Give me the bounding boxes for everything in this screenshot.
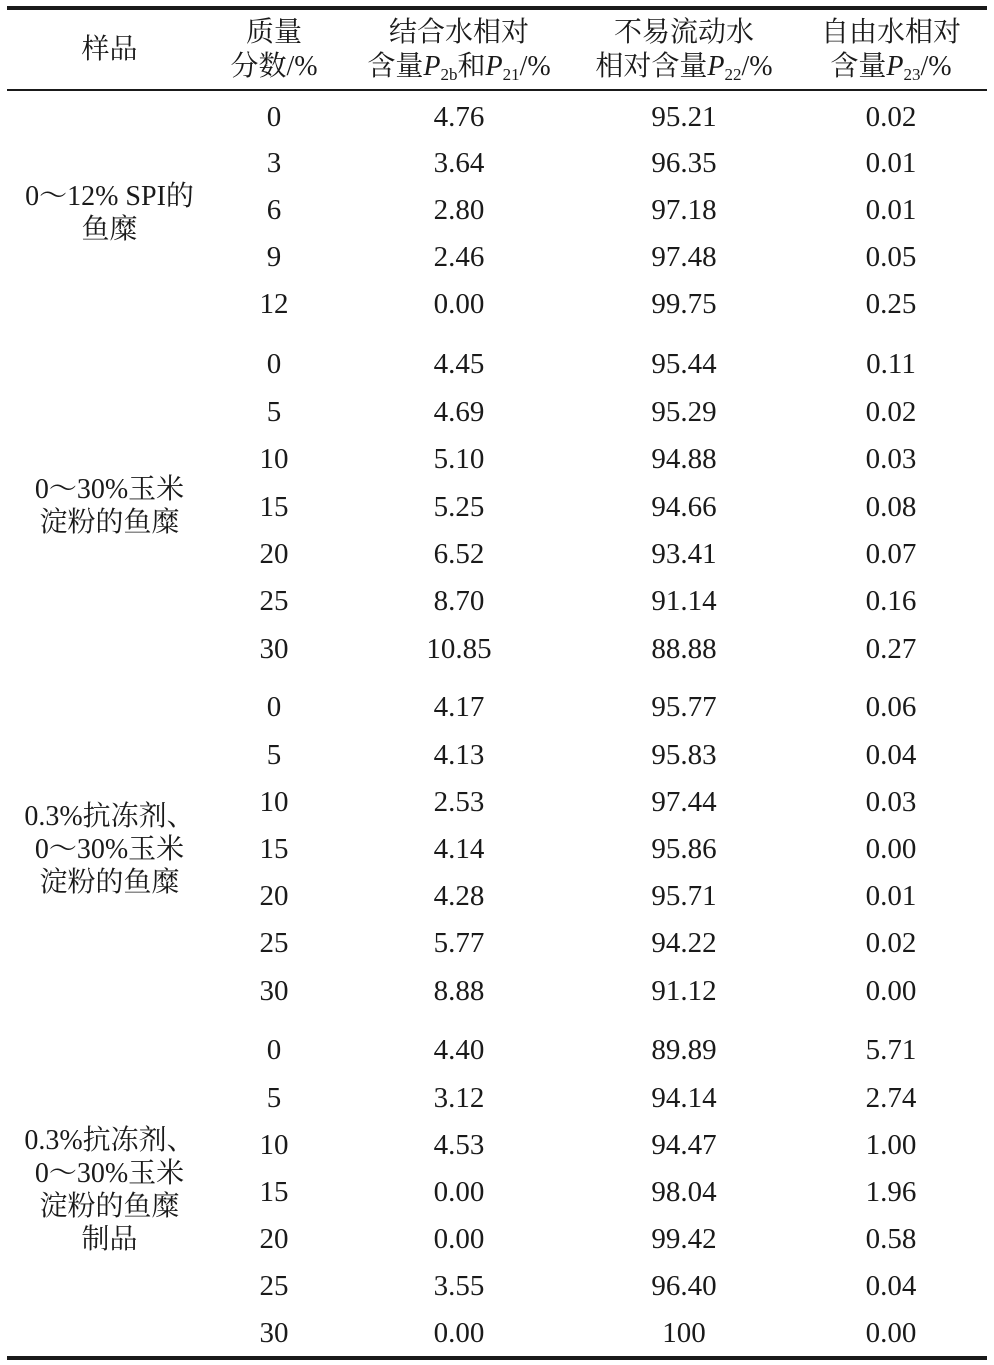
p22-value: 100 <box>662 1317 706 1349</box>
header-p22-sub: 22 <box>724 65 742 84</box>
p2b-p21-value: 2.80 <box>433 194 485 226</box>
p2b-p21-value: 8.70 <box>433 585 485 617</box>
p23-value: 0.01 <box>865 147 917 179</box>
p23-value: 1.96 <box>865 1176 917 1208</box>
mass-fraction: 25 <box>259 927 289 959</box>
mass-fraction: 3 <box>266 147 282 179</box>
group-label-line: 淀粉的鱼糜 <box>39 507 180 538</box>
p22-value: 89.89 <box>651 1034 717 1066</box>
p23-value: 0.04 <box>865 739 917 771</box>
p22-value: 99.75 <box>651 288 717 320</box>
group-label-line: 0.3%抗冻剂、 <box>24 1125 195 1156</box>
header-p2b-sub: 2b <box>440 65 458 84</box>
group-label-line: 0～30%玉米 <box>34 834 185 865</box>
p23-value: 0.27 <box>865 633 917 665</box>
group-label-line: 鱼糜 <box>81 213 138 245</box>
p22-value: 93.41 <box>651 538 717 570</box>
header-p2b-p21-line2 <box>367 50 550 84</box>
p2b-p21-value: 4.13 <box>433 739 485 771</box>
p22-value: 95.44 <box>651 348 717 380</box>
header-p2b-var: P <box>423 51 441 82</box>
p2b-p21-value: 4.76 <box>433 101 485 133</box>
mass-fraction: 10 <box>259 443 289 475</box>
mass-fraction: 30 <box>259 975 289 1007</box>
group-label <box>7 684 212 1015</box>
mass-fraction: 15 <box>259 1176 289 1208</box>
mass-fraction: 0 <box>266 691 282 723</box>
p22-value: 98.04 <box>651 1176 717 1208</box>
mass-fraction: 25 <box>259 585 289 617</box>
p23-value: 0.58 <box>865 1223 917 1255</box>
p2b-p21-value: 8.88 <box>433 975 485 1007</box>
group-label-line: 0.3%抗冻剂、 <box>24 801 195 832</box>
header-p23-sub: 23 <box>903 65 921 84</box>
mass-fraction: 0 <box>266 1034 282 1066</box>
p22-value: 97.44 <box>651 786 717 818</box>
p22-value: 95.77 <box>651 691 717 723</box>
p22-value: 95.86 <box>651 833 717 865</box>
header-p22-line2 <box>595 50 772 84</box>
header-sample <box>7 14 212 86</box>
p23-value: 0.02 <box>865 396 917 428</box>
header-p22 <box>574 14 794 86</box>
header-p21-var: P <box>485 51 503 82</box>
table-bottom-rule <box>7 1356 987 1360</box>
header-p23-pre: 含量 <box>830 51 887 82</box>
group-label-line: 0～30%玉米 <box>34 1158 185 1189</box>
p22-value: 95.83 <box>651 739 717 771</box>
header-p2b-p21-mid: 和 <box>457 51 486 82</box>
header-p23 <box>802 14 980 86</box>
p22-value: 95.71 <box>651 880 717 912</box>
mass-fraction: 0 <box>266 348 282 380</box>
p2b-p21-value: 4.69 <box>433 396 485 428</box>
p23-value: 0.02 <box>865 927 917 959</box>
p23-value: 0.07 <box>865 538 917 570</box>
p22-value: 94.88 <box>651 443 717 475</box>
mass-fraction: 5 <box>266 1082 282 1114</box>
p23-value: 0.01 <box>865 880 917 912</box>
p23-value: 0.03 <box>865 443 917 475</box>
p23-value: 0.00 <box>865 975 917 1007</box>
mass-fraction: 5 <box>266 739 282 771</box>
mass-fraction: 10 <box>259 786 289 818</box>
p22-value: 97.18 <box>651 194 717 226</box>
p23-value: 0.02 <box>865 101 917 133</box>
p22-value: 95.29 <box>651 396 717 428</box>
p2b-p21-value: 4.17 <box>433 691 485 723</box>
mass-fraction: 20 <box>259 1223 289 1255</box>
group-label <box>7 96 212 329</box>
p23-value: 0.03 <box>865 786 917 818</box>
p23-value: 0.04 <box>865 1270 917 1302</box>
mass-fraction: 6 <box>266 194 282 226</box>
header-p22-pre: 相对含量 <box>595 51 708 82</box>
header-p2b-p21-unit: /% <box>519 51 551 82</box>
p2b-p21-value: 3.12 <box>433 1082 485 1114</box>
p2b-p21-value: 2.53 <box>433 786 485 818</box>
p2b-p21-value: 0.00 <box>433 288 485 320</box>
p2b-p21-value: 4.14 <box>433 833 485 865</box>
mass-fraction: 30 <box>259 633 289 665</box>
p23-value: 0.01 <box>865 194 917 226</box>
p2b-p21-value: 3.64 <box>433 147 485 179</box>
p2b-p21-value: 4.45 <box>433 348 485 380</box>
header-sample-label: 样品 <box>81 34 138 65</box>
p2b-p21-value: 5.77 <box>433 927 485 959</box>
p22-value: 88.88 <box>651 633 717 665</box>
mass-fraction: 5 <box>266 396 282 428</box>
table-top-rule <box>7 6 987 10</box>
group-label <box>7 340 212 672</box>
p22-value: 96.40 <box>651 1270 717 1302</box>
mass-fraction: 0 <box>266 101 282 133</box>
header-p22-line1: 不易流动水 <box>613 17 754 48</box>
p23-value: 0.11 <box>866 348 916 380</box>
p23-value: 0.25 <box>865 288 917 320</box>
p2b-p21-value: 3.55 <box>433 1270 485 1302</box>
header-p22-var: P <box>707 51 725 82</box>
header-fraction <box>222 14 326 86</box>
header-p22-unit: /% <box>741 51 773 82</box>
p2b-p21-value: 0.00 <box>433 1176 485 1208</box>
mass-fraction: 30 <box>259 1317 289 1349</box>
p22-value: 94.22 <box>651 927 717 959</box>
p2b-p21-value: 4.28 <box>433 880 485 912</box>
p22-value: 91.14 <box>651 585 717 617</box>
p2b-p21-value: 5.10 <box>433 443 485 475</box>
group-label <box>7 1026 212 1354</box>
header-p2b-p21-line1: 结合水相对 <box>388 17 529 48</box>
p23-value: 0.08 <box>865 491 917 523</box>
p2b-p21-value: 2.46 <box>433 241 485 273</box>
header-p23-line2 <box>830 50 951 84</box>
header-rule <box>7 89 987 91</box>
header-p21-sub: 21 <box>502 65 520 84</box>
p23-value: 0.00 <box>865 833 917 865</box>
p2b-p21-value: 0.00 <box>433 1223 485 1255</box>
p2b-p21-value: 10.85 <box>426 633 492 665</box>
header-fraction-line2: 分数/% <box>230 51 318 82</box>
p23-value: 2.74 <box>865 1082 917 1114</box>
group-label-line: 0～12% SPI的 <box>25 180 194 212</box>
p22-value: 94.14 <box>651 1082 717 1114</box>
header-fraction-line1: 质量 <box>245 17 302 48</box>
mass-fraction: 12 <box>259 288 289 320</box>
group-label-line: 淀粉的鱼糜 <box>39 1191 180 1222</box>
mass-fraction: 15 <box>259 833 289 865</box>
p2b-p21-value: 5.25 <box>433 491 485 523</box>
p23-value: 0.05 <box>865 241 917 273</box>
header-p2b-p21-pre: 含量 <box>367 51 424 82</box>
mass-fraction: 20 <box>259 880 289 912</box>
p22-value: 94.66 <box>651 491 717 523</box>
p2b-p21-value: 4.40 <box>433 1034 485 1066</box>
header-p23-line1: 自由水相对 <box>820 17 961 48</box>
p22-value: 95.21 <box>651 101 717 133</box>
p2b-p21-value: 4.53 <box>433 1129 485 1161</box>
p23-value: 0.00 <box>865 1317 917 1349</box>
p22-value: 97.48 <box>651 241 717 273</box>
group-label-line: 制品 <box>81 1224 138 1255</box>
p22-value: 99.42 <box>651 1223 717 1255</box>
p23-value: 5.71 <box>865 1034 917 1066</box>
p2b-p21-value: 0.00 <box>433 1317 485 1349</box>
p23-value: 0.06 <box>865 691 917 723</box>
mass-fraction: 15 <box>259 491 289 523</box>
header-p2b-p21 <box>352 14 566 86</box>
mass-fraction: 9 <box>266 241 282 273</box>
mass-fraction: 10 <box>259 1129 289 1161</box>
mass-fraction: 25 <box>259 1270 289 1302</box>
p22-value: 94.47 <box>651 1129 717 1161</box>
p23-value: 1.00 <box>865 1129 917 1161</box>
p23-value: 0.16 <box>865 585 917 617</box>
header-p23-unit: /% <box>920 51 952 82</box>
p22-value: 91.12 <box>651 975 717 1007</box>
group-label-line: 淀粉的鱼糜 <box>39 867 180 898</box>
header-p23-var: P <box>886 51 904 82</box>
group-label-line: 0～30%玉米 <box>34 474 185 505</box>
p22-value: 96.35 <box>651 147 717 179</box>
mass-fraction: 20 <box>259 538 289 570</box>
p2b-p21-value: 6.52 <box>433 538 485 570</box>
